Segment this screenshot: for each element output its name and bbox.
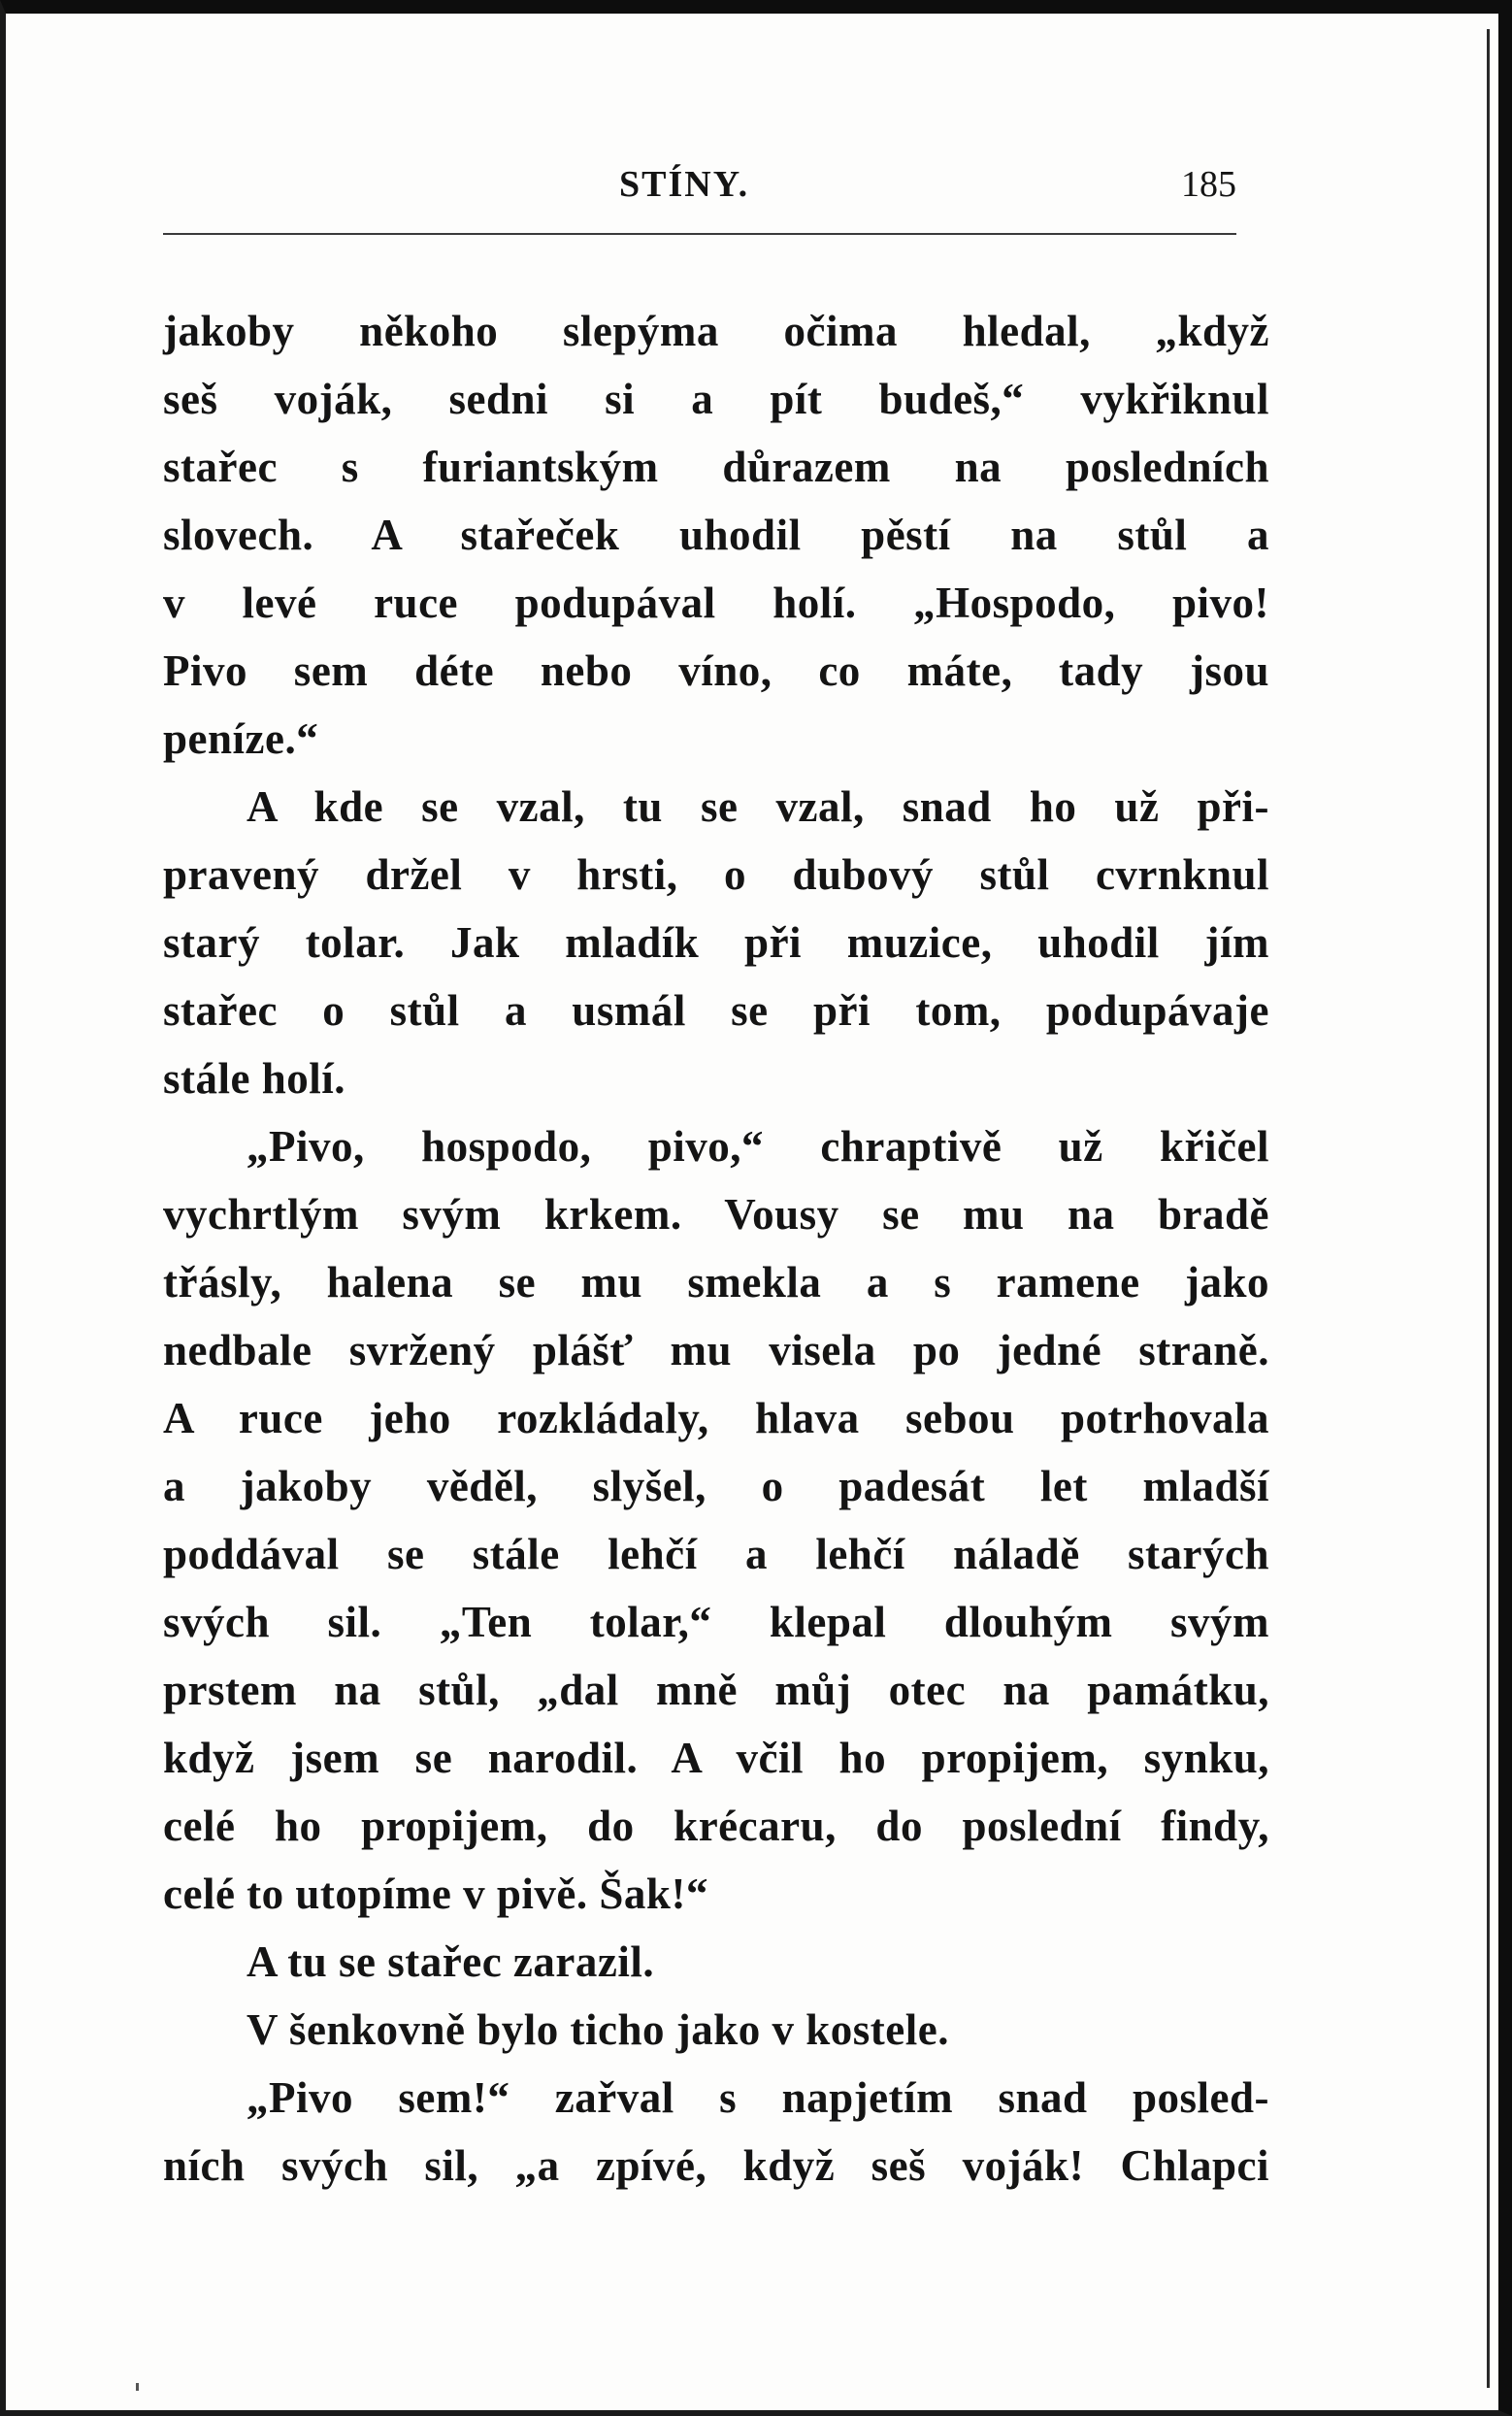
text-line: stařec o stůl a usmál se při tom, podupávaje: [163, 986, 1269, 1035]
text-line: seš voják, sedni si a pít budeš,“ vykřiknul: [163, 375, 1270, 423]
text-line: A tu se stařec zarazil.: [247, 1937, 655, 1986]
text-line: třásly, halena se mu smekla a s ramene jako: [163, 1258, 1270, 1307]
text-line: Pivo sem déte nebo víno, co máte, tady jsou: [163, 646, 1269, 695]
page-number: 185: [1181, 164, 1236, 205]
text-line: nedbale svržený plášť mu visela po jedné straně.: [163, 1326, 1269, 1374]
text-line: když jsem se narodil. A včil ho propijem, synku,: [163, 1734, 1270, 1782]
text-line: A ruce jeho rozkládaly, hlava sebou potrhovala: [163, 1394, 1270, 1442]
text-line: v levé ruce podupával holí. „Hospodo, pivo!: [163, 579, 1269, 627]
text-line: stařec s furiantským důrazem na posledních: [163, 443, 1270, 491]
text-line: prstem na stůl, „dal mně můj otec na památku,: [163, 1666, 1270, 1714]
text-line: ních svých sil, „a zpívé, když seš voják! Chlapci: [163, 2141, 1270, 2190]
text-line: stále holí.: [163, 1054, 346, 1103]
text-line: svých sil. „Ten tolar,“ klepal dlouhým svým: [163, 1598, 1270, 1646]
text-line: pravený držel v hrsti, o dubový stůl cvrnknul: [163, 850, 1270, 899]
text-line: V šenkovně bylo ticho jako v kostele.: [247, 2005, 949, 2054]
text-line: „Pivo sem!“ zařval s napjetím snad posled-: [247, 2073, 1270, 2122]
text-line: starý tolar. Jak mladík při muzice, uhodil jím: [163, 918, 1269, 967]
page-header: [163, 163, 1236, 221]
text-line: „Pivo, hospodo, pivo,“ chraptivě už křičel: [247, 1122, 1269, 1171]
text-line: vychrtlým svým krkem. Vousy se mu na bradě: [163, 1190, 1270, 1239]
text-line: celé to utopíme v pivě. Šak!“: [163, 1870, 708, 1918]
header-rule: [163, 233, 1236, 235]
text-line: A kde se vzal, tu se vzal, snad ho už při-: [247, 782, 1269, 831]
text-line: slovech. A stařeček uhodil pěstí na stůl a: [163, 511, 1270, 559]
body-text: [163, 297, 1269, 2200]
text-line: jakoby někoho slepýma očima hledal, „když: [163, 307, 1270, 355]
text-line: a jakoby věděl, slyšel, o padesát let mladší: [163, 1462, 1270, 1510]
text-line: celé ho propijem, do krécaru, do poslední findy,: [163, 1802, 1269, 1850]
text-line: peníze.“: [163, 714, 319, 763]
scan-speck: [136, 2383, 139, 2391]
running-title: STÍNY.: [619, 164, 750, 205]
text-line: poddával se stále lehčí a lehčí náladě starých: [163, 1530, 1270, 1578]
scan-edge-line: [1487, 29, 1490, 2388]
